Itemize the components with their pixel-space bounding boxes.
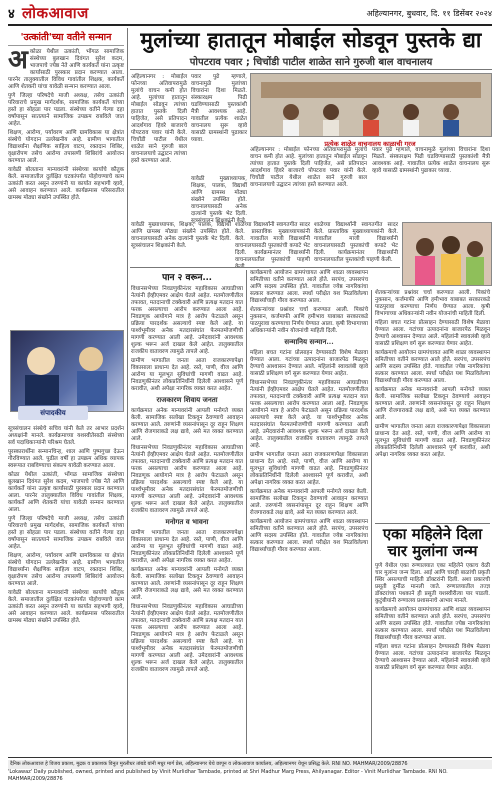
center-subhead: सन्मानिय सन्मान... <box>284 337 334 346</box>
right-para: ग्रामीण भागातील जनता आता राजकारणापेक्षा विकासाला प्राधान्य देत आहे. रस्ते, पाणी, वीज आणि आरोग्य या मूलभूत सुविधांची मागणी वाढत आहे. निवडणुकीनंतर लोकप्रतिनिधींनी दिलेली आश्वासने पूर्ण करावीत, अशी अपेक्षा नागरिक व्यक्त करत आहेत. <box>375 424 490 458</box>
middle-para: कार्यक्रमात अनेक मान्यवरांनी आपली मनोगते व्यक्त केली. सामाजिक सलोखा टिकवून ठेवण्याचे आवाहन करण्यात आले. तरुणांनी व्यसनांपासून दूर राहून शिक्षण आणि रोजगाराकडे लक्ष द्यावे, असे मत व्यक्त करण्यात आले. <box>131 408 243 442</box>
right-story-para: महिला बचत गटांना प्रोत्साहन देण्यासाठी विशेष मेळावा घेण्यात आला. गटांच्या उत्पादनांना बाजारपेठ मिळवून देण्याचे आश्वासन देण्यात आले. महिलांनी स्वावलंबी व्हावे यासाठी प्रशिक्षण वर्ग सुरू करण्यात येणार आहेत. <box>375 644 490 671</box>
center-para: महिला बचत गटांना प्रोत्साहन देण्यासाठी विशेष मेळावा घेण्यात आला. गटांच्या उत्पादनांना बाजारपेठ मिळवून देण्याचे आश्वासन देण्यात आले. महिलांनी स्वावलंबी व्हावे यासाठी प्रशिक्षण वर्ग सुरू करण्यात येणार आहेत. <box>250 350 368 377</box>
main-col-4 <box>372 147 490 217</box>
middle-para: ग्रामीण भागातील जनता आता राजकारणापेक्षा विकासाला प्राधान्य देत आहे. रस्ते, पाणी, वीज आणि आरोग्य या मूलभूत सुविधांची मागणी वाढत आहे. निवडणुकीनंतर लोकप्रतिनिधींनी दिलेली आश्वासने पूर्ण करावीत, अशी अपेक्षा नागरिक व्यक्त करत आहेत. <box>131 358 243 392</box>
left-story-body <box>8 45 124 202</box>
main-photo-image <box>251 74 491 136</box>
left-story-headline: 'उत्कांती'च्या वतीने सन्मान <box>8 30 124 46</box>
main-col-1 <box>131 74 187 219</box>
middle-subhead: राजकारण शिवाय जनता <box>156 395 218 404</box>
drop-cap: अ <box>8 45 28 75</box>
right-story-body <box>375 563 490 672</box>
right-story-para: कार्यक्रमाचे आयोजन ग्रामपंचायत आणि शाळा व्यवस्थापन समितीच्या वतीने करण्यात आले होते. सरपंच, उपसरपंच आणि सदस्य उपस्थित होते. गावातील ज्येष्ठ नागरिकांचा सत्कार करण्यात आला. स्पर्धा परीक्षेत यश मिळविलेल्या विद्यार्थ्यांचाही गौरव करण्यात आला. <box>375 607 490 641</box>
middle-para: विधानसभेच्या निवडणुकीनंतर महाविकास आघाडीच्या नेत्यांनी ईव्हीएमवर आक्षेप घेतले आहेत. मतमोजणीतील तफावत, मतदानाची टक्केवारी आणि प्रत्यक्ष मतदान यात फरक असल्याचा आरोप करण्यात आला आहे. निवडणूक आयोगाने मात्र हे आरोप फेटाळले असून प्रक्रिया पारदर्शक असल्याचे स्पष्ट केले आहे. या पार्श्वभूमीवर अनेक मतदारसंघांत फेरमतमोजणीची मागणी करण्यात आली आहे. उमेदवारांनी आवश्यक शुल्क भरून अर्ज दाखल केले आहेत. तालुक्यातील राजकीय वातावरण त्यामुळे तापले आहे. <box>131 445 243 514</box>
middle-subhead: मनोगत व भावना <box>165 517 209 526</box>
headline-rule <box>130 69 492 70</box>
dateline: अहिल्यानगर, बुधवार, दि. ११ डिसेंबर २०२४ <box>366 9 492 18</box>
footer-marathi: दैनिक लोकआवाज हे विजय प्रकाश, मुद्रक व प्रकाशक विनुत मुरलीधर तांबडे यांनी मधुर मार्ग प्रेस, अहिल्यानगर येथे छापून व लोकआवाज कार्यालय, अहिल्यानगर येथून प्रसिद्ध केले. RNI NO. MAHMAR/2009/28876 <box>8 760 492 769</box>
main-col-2-text: पवार पुढे म्हणाले, वाचनामुळे मुलांच्या विचारांना दिशा मिळते. संस्कारक्षम पिढी घडविण्यासाठी पुस्तकांशी मैत्री आवश्यक आहे. गावातील प्रत्येक शाळेत वाचनालय सुरू व्हावे यासाठी ग्रामस्थांनी पुढाकार घ्यावा. <box>191 74 247 143</box>
right-para: शेतकऱ्यांच्या प्रश्नांवर चर्चा करण्यात आली. पिकांचे नुकसान, कर्जमाफी आणि हमीभाव याबाबत सरकारकडे पाठपुरावा करण्याचा निर्णय घेण्यात आला. कृषी विभागाच्या अधिकाऱ्यांनी नवीन योजनांची माहिती दिली. <box>375 290 490 317</box>
middle-story <box>131 270 243 754</box>
main-col-2 <box>191 74 247 174</box>
main-col-3-text: अहिल्यानगर : मोबाईल फोनच्या अतिवापरामुळे मुलांचे वाचन कमी होत आहे. मुलांच्या हातातून मोबाईल सोडवून त्यांच्या हातात पुस्तके दिली पाहिजेत, असे प्रतिपादन आदर्शगाव हिवरे बाजारचे पोपटराव पवार यांनी केले. चिचोंडी पाटील येथील शाळेत साने गुरुजी बाल वाचनालयाचे उद्घाटन त्यांच्या हस्ते करण्यात आले. <box>250 147 367 188</box>
page-number: ४ <box>8 7 15 22</box>
middle-para: ग्रामीण भागातील जनता आता राजकारणापेक्षा विकासाला प्राधान्य देत आहे. रस्ते, पाणी, वीज आणि आरोग्य या मूलभूत सुविधांची मागणी वाढत आहे. निवडणुकीनंतर लोकप्रतिनिधींनी दिलेली आश्वासने पूर्ण करावीत, अशी अपेक्षा नागरिक व्यक्त करत आहेत. <box>131 530 243 564</box>
page-header <box>8 4 492 26</box>
section-rule <box>375 523 490 524</box>
middle-story-body <box>131 286 243 674</box>
right-story-para: पुणे येथील एका रुग्णालयात एका महिलेने एकाच वेळी चार मुलांना जन्म दिला. आई आणि चारही बाळांची प्रकृती स्थिर असल्याची माहिती डॉक्टरांनी दिली. अशा प्रकारची प्रसूती दुर्मीळ मानली जाते. रुग्णालयातील तज्ज्ञ डॉक्टरांच्या पथकाने ही प्रसूती यशस्वीरीत्या पार पाडली. कुटुंबीयांनी रुग्णालय प्रशासनाचे आभार मानले. <box>375 563 490 604</box>
left-story-continued <box>8 426 124 752</box>
left-para: पुणे जिल्हा परिषदेचे माजी अध्यक्ष, तसेच उत्कांती परिवाराचे प्रमुख मार्गदर्शक, सामाजिक कार्यकर्ते यांच्या हस्ते हा सोहळा पार पडला. संस्थेच्या वतीने गेल्या दहा वर्षांपासून सातत्याने सामाजिक उपक्रम राबविले जात आहेत. <box>8 516 124 550</box>
center-para: कार्यक्रमाचे आयोजन ग्रामपंचायत आणि शाळा व्यवस्थापन समितीच्या वतीने करण्यात आले होते. सरपंच, उपसरपंच आणि सदस्य उपस्थित होते. गावातील ज्येष्ठ नागरिकांचा सत्कार करण्यात आला. स्पर्धा परीक्षेत यश मिळविलेल्या विद्यार्थ्यांचाही गौरव करण्यात आला. <box>250 519 368 553</box>
photo-caption: संपादकीय <box>18 406 88 420</box>
left-para: पुणे जिल्हा परिषदेचे माजी अध्यक्ष, तसेच उत्कांती परिवाराचे प्रमुख मार्गदर्शक, सामाजिक कार्यकर्ते यांच्या हस्ते हा सोहळा पार पडला. संस्थेच्या वतीने गेल्या दहा वर्षांपासून सातत्याने सामाजिक उपक्रम राबविले जात आहेत. <box>8 93 124 127</box>
column-rule <box>246 270 247 754</box>
center-para: विधानसभेच्या निवडणुकीनंतर महाविकास आघाडीच्या नेत्यांनी ईव्हीएमवर आक्षेप घेतले आहेत. मतमोजणीतील तफावत, मतदानाची टक्केवारी आणि प्रत्यक्ष मतदान यात फरक असल्याचा आरोप करण्यात आला आहे. निवडणूक आयोगाने मात्र हे आरोप फेटाळले असून प्रक्रिया पारदर्शक असल्याचे स्पष्ट केले आहे. या पार्श्वभूमीवर अनेक मतदारसंघांत फेरमतमोजणीची मागणी करण्यात आली आहे. उमेदवारांनी आवश्यक शुल्क भरून अर्ज दाखल केले आहेत. तालुक्यातील राजकीय वातावरण त्यामुळे तापले आहे. <box>250 380 368 449</box>
left-para: सूत्रसंचालन संस्थेचे सचिव यांनी केले तर आभार प्रदर्शन अध्यक्षांनी मानले. कार्यक्रमाच्या यशस्वीतेसाठी संस्थेच्या सर्व पदाधिकाऱ्यांनी परिश्रम घेतले. <box>8 426 124 446</box>
column-rule <box>127 28 128 754</box>
main-col-1-text: अहिल्यानगर : मोबाईल फोनच्या अतिवापरामुळे मुलांचे वाचन कमी होत आहे. मुलांच्या हातातून मोबाईल सोडवून त्यांच्या हातात पुस्तके दिली पाहिजेत, असे प्रतिपादन आदर्शगाव हिवरे बाजारचे पोपटराव पवार यांनी केले. चिचोंडी पाटील येथील शाळेत साने गुरुजी बाल वाचनालयाचे उद्घाटन त्यांच्या हस्ते करण्यात आले. <box>131 74 187 164</box>
photo-image <box>11 331 123 411</box>
masthead-logo: लोकआवाज <box>22 4 89 22</box>
main-subheadline: पोपटराव पवार ; चिचोंडी पाटील शाळेत साने गुरुजी बाल वाचनालय <box>189 57 433 68</box>
center-column <box>250 270 368 754</box>
right-photo-image <box>403 223 491 285</box>
center-para: ग्रामीण भागातील जनता आता राजकारणापेक्षा विकासाला प्राधान्य देत आहे. रस्ते, पाणी, वीज आणि आरोग्य या मूलभूत सुविधांची मागणी वाढत आहे. निवडणुकीनंतर लोकप्रतिनिधींनी दिलेली आश्वासने पूर्ण करावीत, अशी अपेक्षा नागरिक व्यक्त करत आहेत. <box>250 452 368 486</box>
right-column-top <box>375 290 490 520</box>
main-red-subhead: प्रत्येक शाळेत वाचनालय काळाची गरज <box>324 140 416 148</box>
middle-para: विधानसभेच्या निवडणुकीनंतर महाविकास आघाडीच्या नेत्यांनी ईव्हीएमवर आक्षेप घेतले आहेत. मतमोजणीतील तफावत, मतदानाची टक्केवारी आणि प्रत्यक्ष मतदान यात फरक असल्याचा आरोप करण्यात आला आहे. निवडणूक आयोगाने मात्र हे आरोप फेटाळले असून प्रक्रिया पारदर्शक असल्याचे स्पष्ट केले आहे. या पार्श्वभूमीवर अनेक मतदारसंघांत फेरमतमोजणीची मागणी करण्यात आली आहे. उमेदवारांनी आवश्यक शुल्क भरून अर्ज दाखल केले आहेत. तालुक्यातील राजकीय वातावरण त्यामुळे तापले आहे. <box>131 604 243 673</box>
main-lower-1 <box>131 222 231 264</box>
main-lower-2 <box>235 222 310 264</box>
left-para: पुरस्कारार्थींना सन्मानचिन्ह, शाल आणि पुष्पगुच्छ देऊन गौरविण्यात आले. पुढील वर्षी हा उपक्रम अधिक व्यापक स्वरूपात राबविण्याचा संकल्प यावेळी करण्यात आला. <box>8 449 124 469</box>
right-para: कार्यक्रमात अनेक मान्यवरांनी आपली मनोगते व्यक्त केली. सामाजिक सलोखा टिकवून ठेवण्याचे आवाहन करण्यात आले. तरुणांनी व्यसनांपासून दूर राहून शिक्षण आणि रोजगाराकडे लक्ष द्यावे, असे मत व्यक्त करण्यात आले. <box>375 387 490 421</box>
main-photo <box>250 73 492 137</box>
main-col-3 <box>250 147 367 217</box>
left-para: यावेळी बोलताना मान्यवरांनी संस्थेच्या कार्याचे कौतुक केले. समाजातील दुर्लक्षित घटकांपर्यंत पोहोचण्याचे काम उत्कांती करत असून तरुणांनी या कार्यात सहभागी व्हावे, असे आवाहन करण्यात आले. कार्यक्रमास परिसरातील ग्रामस्थ मोठ्या संख्येने उपस्थित होते. <box>8 167 124 201</box>
middle-story-headline: पान २ वरून... <box>162 273 212 283</box>
main-col-4-text: पवार पुढे म्हणाले, वाचनामुळे मुलांच्या विचारांना दिशा मिळते. संस्कारक्षम पिढी घडविण्यासाठी पुस्तकांशी मैत्री आवश्यक आहे. गावातील प्रत्येक शाळेत वाचनालय सुरू व्हावे यासाठी ग्रामस्थांनी पुढाकार घ्यावा. <box>372 147 490 174</box>
main-col-5 <box>191 176 247 224</box>
main-headline: मुलांच्या हातातून मोबाईल सोडवून पुस्तके द्या <box>140 27 482 52</box>
main-lower-2-text: शाळेच्या विद्यार्थ्यांनी स्वागतगीत सादर केले. प्रास्ताविक मुख्याध्यापकांनी केले. गावातील माजी विद्यार्थ्यांनी वाचनालयासाठी पुस्तकांची कपाटे भेट दिली. कार्यक्रमानंतर विद्यार्थ्यांनी वाचनालयातील पुस्तकांची पाहणी <box>235 222 310 263</box>
right-para: कार्यक्रमाचे आयोजन ग्रामपंचायत आणि शाळा व्यवस्थापन समितीच्या वतीने करण्यात आले होते. सरपंच, उपसरपंच आणि सदस्य उपस्थित होते. गावातील ज्येष्ठ नागरिकांचा सत्कार करण्यात आला. स्पर्धा परीक्षेत यश मिळविलेल्या विद्यार्थ्यांचाही गौरव करण्यात आला. <box>375 350 490 384</box>
center-para: शेतकऱ्यांच्या प्रश्नांवर चर्चा करण्यात आली. पिकांचे नुकसान, कर्जमाफी आणि हमीभाव याबाबत सरकारकडे पाठपुरावा करण्याचा निर्णय घेण्यात आला. कृषी विभागाच्या अधिकाऱ्यांनी नवीन योजनांची माहिती दिली. <box>250 307 368 334</box>
column-rule <box>371 290 372 754</box>
left-para: कोळा येथील उत्कांती, भोंगळ सामाजिक संस्थेच्या बुलखान दिवंगत सुरेश कदम, भाजपाचे ज्येष्ठ नेते आणि कार्यकर्ते यांना उत्कृष्ट कार्यासाठी पुरस्कार प्रदान करण्यात आला. पारनेर तालुक्यातील विविध गावांतील शिक्षक, कार्यकर्ते आणि शेतकरी यांचा यावेळी सन्मान करण्यात आला. <box>8 472 124 513</box>
middle-para: कार्यक्रमात अनेक मान्यवरांनी आपली मनोगते व्यक्त केली. सामाजिक सलोखा टिकवून ठेवण्याचे आवाहन करण्यात आले. तरुणांनी व्यसनांपासून दूर राहून शिक्षण आणि रोजगाराकडे लक्ष द्यावे, असे मत व्यक्त करण्यात आले. <box>131 567 243 601</box>
section-rule <box>130 267 400 268</box>
editorial-photo <box>10 330 124 412</box>
center-para: कार्यक्रमात अनेक मान्यवरांनी आपली मनोगते व्यक्त केली. सामाजिक सलोखा टिकवून ठेवण्याचे आवाहन करण्यात आले. तरुणांनी व्यसनांपासून दूर राहून शिक्षण आणि रोजगाराकडे लक्ष द्यावे, असे मत व्यक्त करण्यात आले. <box>250 489 368 516</box>
main-col-5-text: यावेळी मुख्याध्यापक, शिक्षक, पालक, विद्यार्थी आणि ग्रामस्थ मोठ्या संख्येने उपस्थित होते. वाचनालयासाठी अनेक दात्यांनी पुस्तके भेट दिली. सूत्रसंचालन शिक्षकांनी केले. <box>191 176 247 224</box>
right-story <box>375 526 490 754</box>
left-para: कोळा येथील उत्कांती, भोंगळ सामाजिक संस्थेच्या बुलखान दिवंगत सुरेश कदम, भाजपाचे ज्येष्ठ नेते आणि कार्यकर्ते यांना उत्कृष्ट कार्यासाठी पुरस्कार प्रदान करण्यात आला. पारनेर तालुक्यातील विविध गावांतील शिक्षक, कार्यकर्ते आणि शेतकरी यांचा यावेळी सन्मान करण्यात आला. <box>8 49 124 90</box>
middle-para: विधानसभेच्या निवडणुकीनंतर महाविकास आघाडीच्या नेत्यांनी ईव्हीएमवर आक्षेप घेतले आहेत. मतमोजणीतील तफावत, मतदानाची टक्केवारी आणि प्रत्यक्ष मतदान यात फरक असल्याचा आरोप करण्यात आला आहे. निवडणूक आयोगाने मात्र हे आरोप फेटाळले असून प्रक्रिया पारदर्शक असल्याचे स्पष्ट केले आहे. या पार्श्वभूमीवर अनेक मतदारसंघांत फेरमतमोजणीची मागणी करण्यात आली आहे. उमेदवारांनी आवश्यक शुल्क भरून अर्ज दाखल केले आहेत. तालुक्यातील राजकीय वातावरण त्यामुळे तापले आहे. <box>131 286 243 355</box>
footer-english: 'Lokawaz' Daily published, owned, printed and published by Vinit Murlidhar Tambade, printed at Shri Madhur Marg Press, Ahilyanagar. Editor - Vinit Murlidhar Tambade. RNI NO. MAHMAR/2009/28876 <box>8 769 448 782</box>
left-para: शिक्षण, आरोग्य, पर्यावरण आणि ग्रामविकास या क्षेत्रांत संस्थेचे योगदान उल्लेखनीय आहे. ग्रामीण भागातील विद्यार्थ्यांना शैक्षणिक साहित्य वाटप, रक्तदान शिबिर, वृक्षारोपण तसेच आरोग्य तपासणी शिबिरांचे आयोजन करण्यात आले. <box>8 130 124 164</box>
right-para: महिला बचत गटांना प्रोत्साहन देण्यासाठी विशेष मेळावा घेण्यात आला. गटांच्या उत्पादनांना बाजारपेठ मिळवून देण्याचे आश्वासन देण्यात आले. महिलांनी स्वावलंबी व्हावे यासाठी प्रशिक्षण वर्ग सुरू करण्यात येणार आहेत. <box>375 320 490 347</box>
right-photo <box>402 222 492 286</box>
main-lower-1-text: यावेळी मुख्याध्यापक, शिक्षक, पालक, विद्यार्थी आणि ग्रामस्थ मोठ्या संख्येने उपस्थित होते. वाचनालयासाठी अनेक दात्यांनी पुस्तके भेट दिली. सूत्रसंचालन शिक्षकांनी केले. <box>131 222 231 249</box>
center-para: कार्यक्रमाचे आयोजन ग्रामपंचायत आणि शाळा व्यवस्थापन समितीच्या वतीने करण्यात आले होते. सरपंच, उपसरपंच आणि सदस्य उपस्थित होते. गावातील ज्येष्ठ नागरिकांचा सत्कार करण्यात आला. स्पर्धा परीक्षेत यश मिळविलेल्या विद्यार्थ्यांचाही गौरव करण्यात आला. <box>250 270 368 304</box>
left-para: शिक्षण, आरोग्य, पर्यावरण आणि ग्रामविकास या क्षेत्रांत संस्थेचे योगदान उल्लेखनीय आहे. ग्रामीण भागातील विद्यार्थ्यांना शैक्षणिक साहित्य वाटप, रक्तदान शिबिर, वृक्षारोपण तसेच आरोग्य तपासणी शिबिरांचे आयोजन करण्यात आले. <box>8 553 124 587</box>
left-story <box>8 30 124 204</box>
main-lower-3 <box>314 222 398 264</box>
left-para: यावेळी बोलताना मान्यवरांनी संस्थेच्या कार्याचे कौतुक केले. समाजातील दुर्लक्षित घटकांपर्यंत पोहोचण्याचे काम उत्कांती करत असून तरुणांनी या कार्यात सहभागी व्हावे, असे आवाहन करण्यात आले. कार्यक्रमास परिसरातील ग्रामस्थ मोठ्या संख्येने उपस्थित होते. <box>8 590 124 624</box>
right-story-headline: एका महिलेने दिला चार मुलांना जन्म <box>382 525 483 560</box>
page-footer <box>8 757 492 783</box>
main-lower-3-text: शाळेच्या विद्यार्थ्यांनी स्वागतगीत सादर केले. प्रास्ताविक मुख्याध्यापकांनी केले. गावातील माजी विद्यार्थ्यांनी वाचनालयासाठी पुस्तकांची कपाटे भेट दिली. कार्यक्रमानंतर विद्यार्थ्यांनी वाचनालयातील पुस्तकांची पाहणी केली. <box>314 222 398 263</box>
